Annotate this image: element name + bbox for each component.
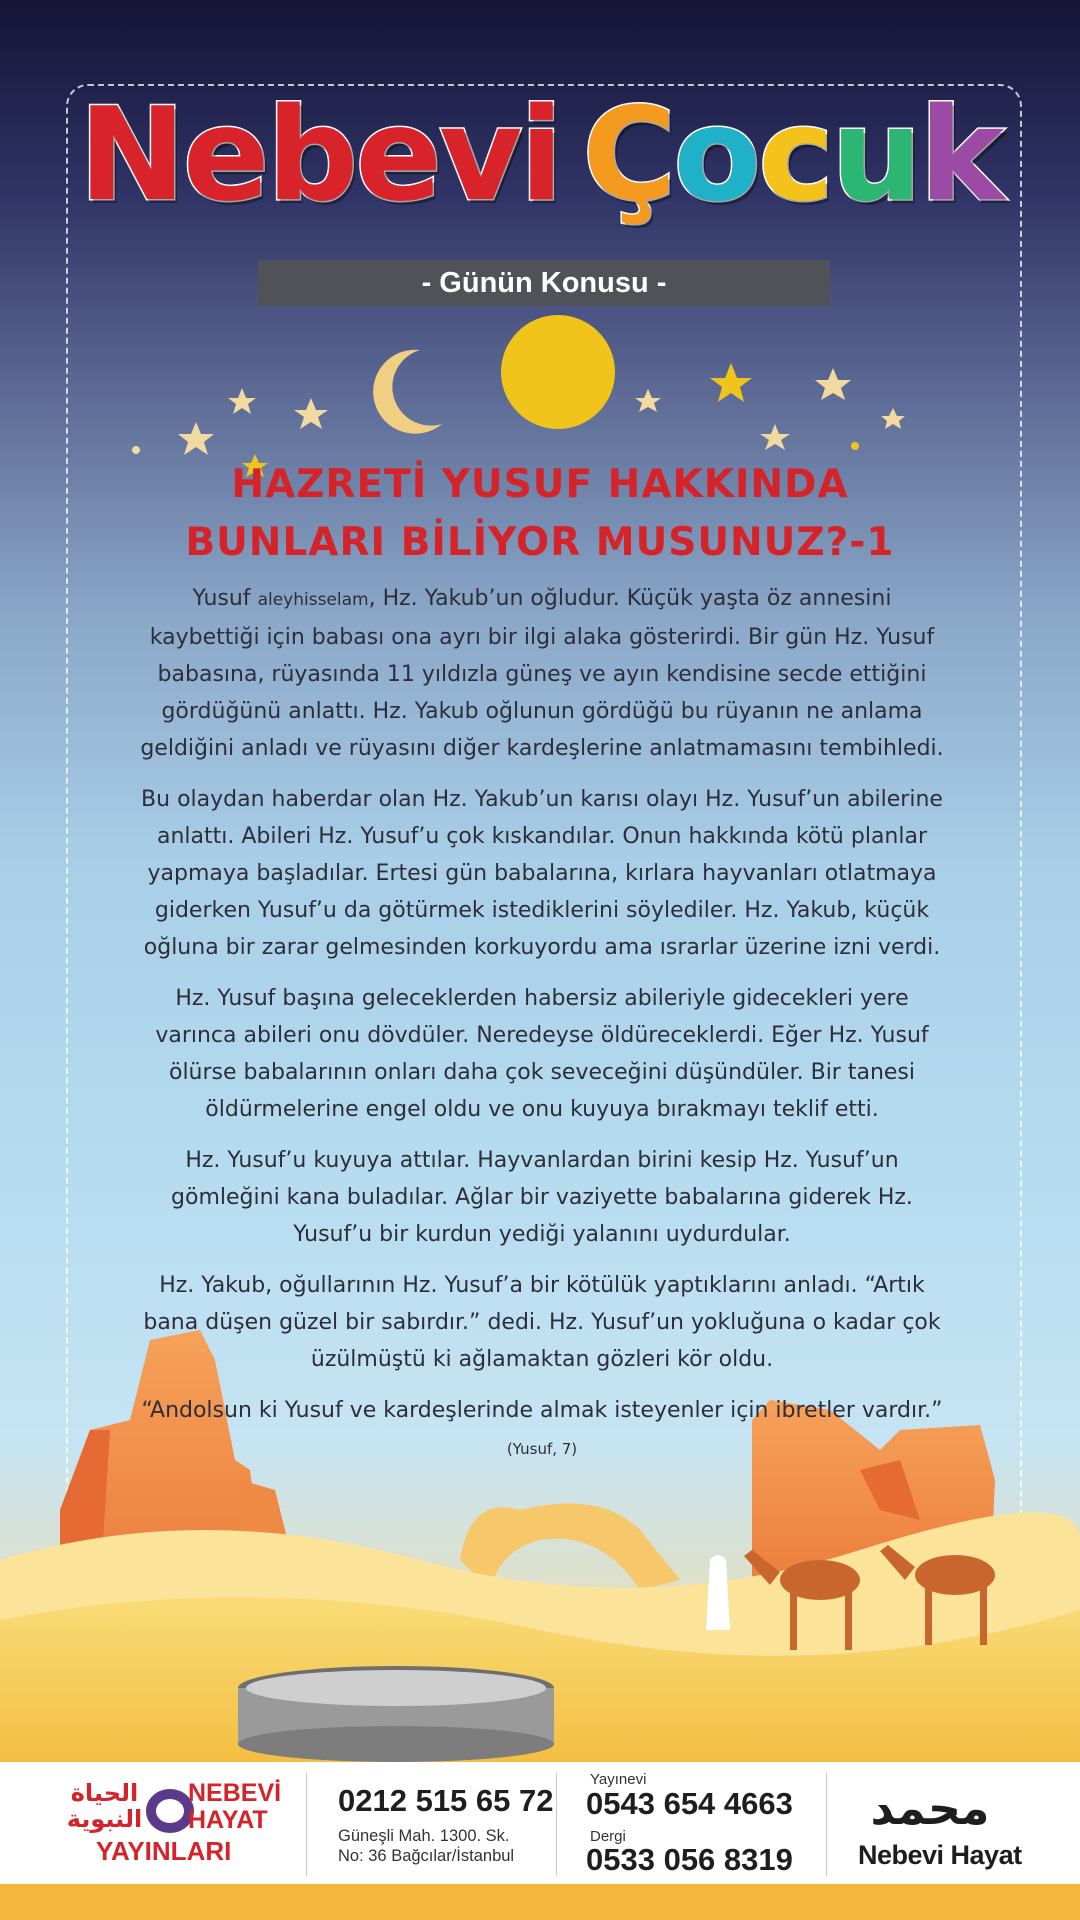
calligraphy-text: محمد — [870, 1781, 990, 1835]
sun-icon — [501, 315, 615, 429]
magazine-phone: 0533 056 8319 — [586, 1842, 793, 1877]
title-letter-5: k — [919, 81, 1002, 230]
address-line-2: No: 36 Bağcılar/İstanbul — [338, 1847, 515, 1865]
brand-name: Nebevi Hayat — [858, 1840, 1022, 1870]
publisher-phone: 0543 654 4663 — [586, 1786, 793, 1821]
crescent-moon-icon — [373, 350, 442, 434]
subtitle-bar: - Günün Konusu - — [258, 260, 830, 306]
quote — [136, 1392, 948, 1468]
paragraph-1-lead: Yusuf — [192, 586, 258, 611]
title-letter-4: u — [831, 81, 920, 230]
logo-line-2: HAYAT — [188, 1806, 268, 1834]
traveler-figure — [706, 1555, 730, 1630]
paragraph-1-honorific: aleyhisselam — [257, 590, 369, 610]
paragraph-5: Hz. Yakub, oğullarının Hz. Yusuf’a bir kötülük yaptıklarını anladı. “Artık bana düşen güzel bir sabırdır.” dedi. Hz. Yusuf’un yokluğuna o kadar çok üzülmüştü ki ağlamaktan gözleri kör oldu. — [143, 1273, 941, 1372]
paragraph-1 — [136, 580, 948, 767]
logo-arabic: الحياة النبوية — [66, 1779, 143, 1833]
footer-divider — [556, 1772, 557, 1876]
headline-line-2: BUNLARI BİLİYOR MUSUNUZ?-1 — [185, 520, 895, 565]
footer-bottom-stripe — [0, 1884, 1080, 1920]
paragraph-1-text: , Hz. Yakub’un oğludur. Küçük yaşta öz annesini kaybettiği için babası ona ayrı bir ilgi alaka gösterirdi. Bir gün Hz. Yusuf babasına, rüyasında 11 yıldızla güneş ve ayın kendisine secde ettiğini gördüğünü anlattı. Hz. Yakub oğlunun gördüğü bu rüyanın ne anlama geldiğini anladı ve rüyasını diğer kardeşlerine anlatmamasını tembihledi. — [140, 586, 944, 761]
footer-divider — [826, 1772, 827, 1876]
article-headline — [0, 456, 1080, 572]
calligraphy-logo-icon — [870, 1768, 990, 1840]
logo-yayinlari: YAYINLARI — [96, 1836, 232, 1866]
title-letter-2: o — [673, 81, 759, 230]
footer-divider — [306, 1772, 307, 1876]
paragraph-4: Hz. Yusuf’u kuyuya attılar. Hayvanlardan birini kesip Hz. Yusuf’un gömleğini kana buladılar. Ağlar bir vaziyette babalarına giderek Hz. Yusuf’u bir kurdun yediği yalanını uydurdular. — [171, 1148, 913, 1247]
paragraph-3: Hz. Yusuf başına geleceklerden habersiz abileriyle gidecekleri yere varınca abileri onu dövdüler. Neredeyse öldüreceklerdi. Eğer Hz. Yusuf ölürse babalarının onları daha çok seveceğini düşündüler. Bir tanesi öldürmelerine engel oldu ve onu kuyuya bırakmayı teklif etti. — [155, 986, 929, 1122]
title-letter-1: Ç — [582, 81, 674, 230]
contact-phone: 0212 515 65 72 — [338, 1783, 554, 1818]
quote-source: (Yusuf, 7) — [506, 1440, 578, 1458]
logo-nebevi-hayat — [188, 1780, 281, 1834]
quote-text: “Andolsun ki Yusuf ve kardeşlerinde almak isteyenler için ibretler vardır.” — [141, 1398, 943, 1423]
publisher-label: Yayınevi — [590, 1771, 647, 1788]
stone-well — [238, 1666, 554, 1762]
star-yellow-icon — [710, 363, 752, 402]
paragraph-2: Bu olaydan haberdar olan Hz. Yakub’un karısı olayı Hz. Yusuf’un abilerine anlattı. Abileri Hz. Yusuf’u çok kıskandılar. Onun hakkında kötü planlar yapmaya başladılar. Ertesi gün babalarına, kırlara hayvanları otlatmaya giderken Yusuf’u da götürmek istediklerini söylediler. Hz. Yakub, küçük oğluna bir zarar gelmesinden korkuyordu ama ısrarlar üzerine izni verdi. — [141, 787, 943, 960]
page-title — [0, 81, 1080, 230]
title-letter-3: c — [758, 81, 832, 230]
article-body — [136, 580, 948, 1482]
address-line-1: Güneşli Mah. 1300. Sk. — [338, 1827, 510, 1845]
logo-line-1: NEBEVİ — [188, 1779, 282, 1807]
headline-line-1: HAZRETİ YUSUF HAKKINDA — [231, 462, 849, 507]
contact-address — [338, 1826, 514, 1866]
title-nebevi: Nebevi — [78, 81, 561, 230]
magazine-label: Dergi — [590, 1828, 626, 1845]
